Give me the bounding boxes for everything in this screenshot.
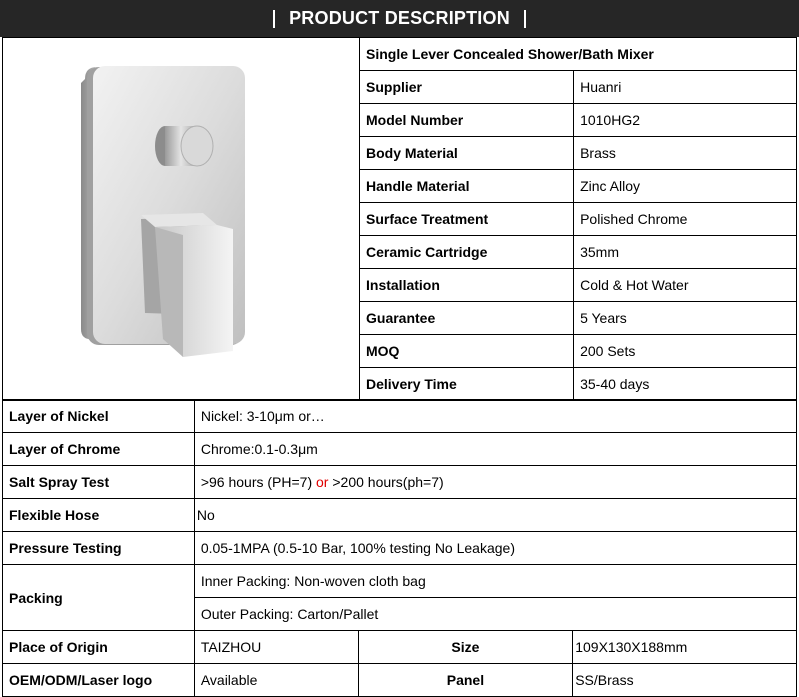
- detail-label: Packing: [3, 565, 195, 631]
- header-bar-right: [524, 10, 526, 28]
- spec-label: Delivery Time: [360, 368, 574, 401]
- spec-value: Cold & Hot Water: [574, 269, 797, 302]
- detail-label: Place of Origin: [3, 631, 195, 664]
- spec-label: MOQ: [360, 335, 574, 368]
- table-row: [3, 466, 797, 499]
- detail-label: Layer of Chrome: [3, 433, 195, 466]
- spec-label: Model Number: [360, 104, 574, 137]
- detail-value: [194, 466, 796, 499]
- table-row: [3, 565, 797, 598]
- table-row: [3, 631, 797, 664]
- detail-value: SS/Brass: [573, 664, 797, 697]
- detail-value: No: [194, 499, 796, 532]
- detail-label: Pressure Testing: [3, 532, 195, 565]
- spec-label: Surface Treatment: [360, 203, 574, 236]
- detail-table: [2, 399, 797, 697]
- header-bar-left: [273, 10, 275, 28]
- salt-value-a: >96 hours (PH=7): [200, 474, 313, 490]
- detail-value: TAIZHOU: [194, 631, 358, 664]
- spec-value: Huanri: [574, 71, 797, 104]
- detail-value: Outer Packing: Carton/Pallet: [194, 598, 796, 631]
- detail-value: Available: [194, 664, 358, 697]
- table-row: [3, 499, 797, 532]
- spec-label: Body Material: [360, 137, 574, 170]
- spec-label: Ceramic Cartridge: [360, 236, 574, 269]
- detail-label: Panel: [358, 664, 573, 697]
- product-spec-table: [2, 37, 797, 401]
- product-name: Single Lever Concealed Shower/Bath Mixer: [360, 38, 797, 71]
- salt-value-b: >200 hours(ph=7): [332, 474, 444, 490]
- table-row: [3, 532, 797, 565]
- detail-value: 0.05-1MPA (0.5-10 Bar, 100% testing No Leakage): [194, 532, 796, 565]
- spec-value: Zinc Alloy: [574, 170, 797, 203]
- spec-value: 200 Sets: [574, 335, 797, 368]
- detail-label: Layer of Nickel: [3, 400, 195, 433]
- spec-value: Brass: [574, 137, 797, 170]
- detail-label: Size: [358, 631, 573, 664]
- table-row: [3, 664, 797, 697]
- spec-value: 5 Years: [574, 302, 797, 335]
- shower-mixer-image: [3, 39, 359, 400]
- spec-label: Guarantee: [360, 302, 574, 335]
- page-title: PRODUCT DESCRIPTION: [289, 8, 510, 28]
- detail-value: 109X130X188mm: [573, 631, 797, 664]
- detail-label: Flexible Hose: [3, 499, 195, 532]
- product-image-cell: [3, 38, 360, 401]
- spec-value: 35-40 days: [574, 368, 797, 401]
- table-row: [3, 400, 797, 433]
- table-row: [3, 433, 797, 466]
- spec-value: 1010HG2: [574, 104, 797, 137]
- detail-label: OEM/ODM/Laser logo: [3, 664, 195, 697]
- spec-value: Polished Chrome: [574, 203, 797, 236]
- spec-label: Handle Material: [360, 170, 574, 203]
- spec-label: Installation: [360, 269, 574, 302]
- detail-value: Chrome:0.1-0.3μm: [194, 433, 796, 466]
- detail-label: Salt Spray Test: [3, 466, 195, 499]
- detail-value: Nickel: 3-10μm or…: [194, 400, 796, 433]
- spec-value: 35mm: [574, 236, 797, 269]
- page-header: [0, 0, 799, 37]
- salt-or-text: or: [316, 474, 329, 490]
- detail-value: Inner Packing: Non-woven cloth bag: [194, 565, 796, 598]
- spec-label: Supplier: [360, 71, 574, 104]
